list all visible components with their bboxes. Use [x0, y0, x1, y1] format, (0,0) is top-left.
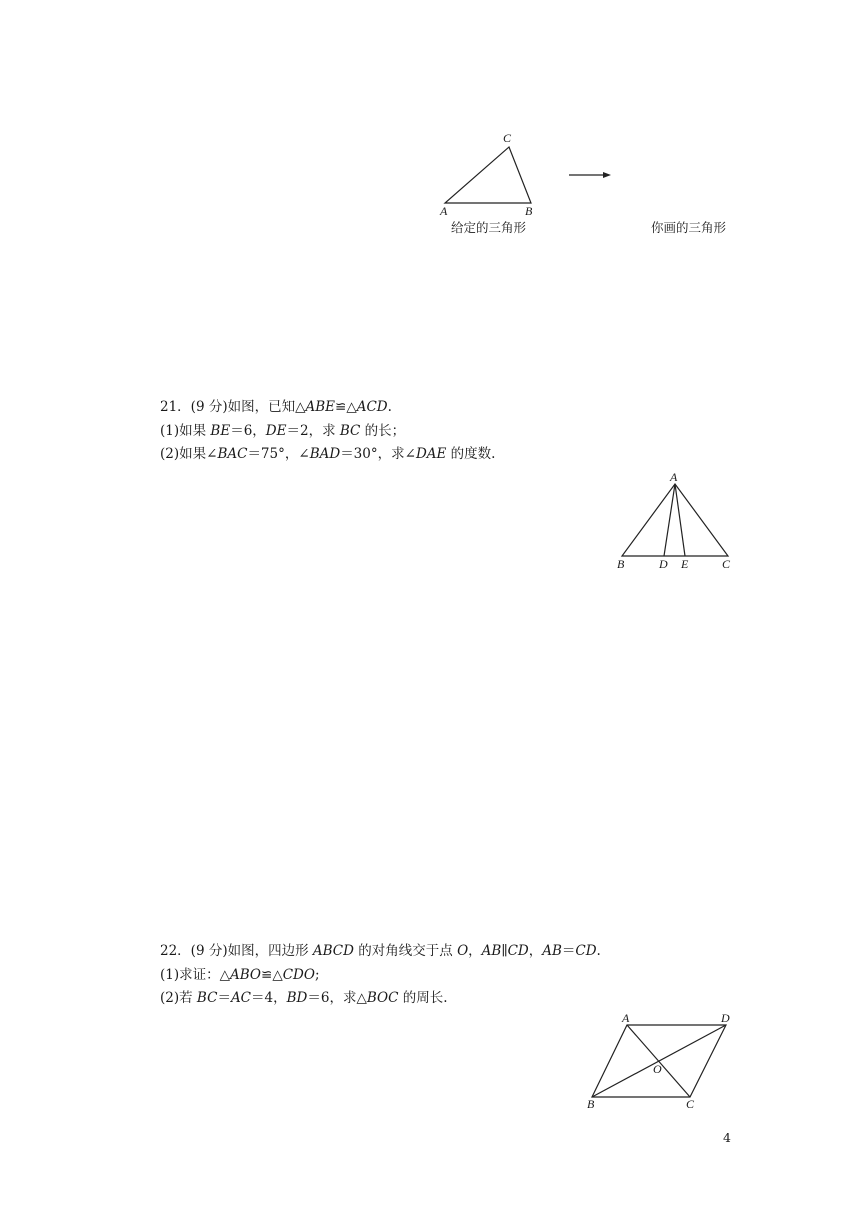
- q21-label-b: B: [617, 557, 625, 571]
- q22-var: ABCD: [312, 943, 354, 959]
- q22-text: ＝4，: [251, 990, 287, 1006]
- q21-var: BE: [210, 423, 231, 439]
- q22-label-a: A: [622, 1011, 630, 1025]
- q21-var: BAC: [217, 446, 248, 462]
- q21-text: ＝30°，求∠: [340, 446, 416, 462]
- q21-text: (2)如果∠: [160, 446, 218, 462]
- caption-given-triangle: 给定的三角形: [451, 220, 527, 235]
- q22-var: BC: [196, 990, 218, 1006]
- q22-label-o: O: [653, 1062, 662, 1076]
- q21-label-d: D: [659, 557, 668, 571]
- q22-text: (2)若: [160, 990, 197, 1006]
- point-label-a: A: [440, 204, 448, 218]
- q22-var: O: [457, 943, 469, 959]
- q22-diagonal-bd: [592, 1025, 726, 1097]
- q21-var: ACD: [356, 399, 388, 415]
- point-label-c: C: [503, 131, 512, 145]
- point-label-b: B: [525, 204, 533, 218]
- q22-var: AB: [542, 943, 562, 959]
- q21-label-c: C: [722, 557, 731, 571]
- q22-var: CD: [575, 943, 597, 959]
- q22-label-b: B: [587, 1097, 595, 1111]
- q21-text: 的度数.: [446, 446, 496, 462]
- q21-text: .: [387, 399, 392, 415]
- q22-text: ＝6，求△: [307, 990, 367, 1006]
- q22-text: ∥: [501, 943, 508, 959]
- page-number: 4: [723, 1130, 731, 1145]
- caption-drawn-triangle: 你画的三角形: [651, 220, 727, 235]
- q22-text: ，: [468, 943, 482, 959]
- q22-var: ABO: [230, 967, 262, 983]
- q21-text: (1)如果: [160, 423, 211, 439]
- q22-text: ＝: [217, 990, 231, 1006]
- q21-text: 的长；: [360, 423, 406, 439]
- q21-var: DE: [265, 423, 287, 439]
- q22-var: AC: [230, 990, 252, 1006]
- q22-text: 的周长.: [398, 990, 448, 1006]
- q22-text: ;: [314, 967, 320, 983]
- q21-text: ≌△: [335, 399, 357, 415]
- q21-label-e: E: [681, 557, 689, 571]
- q21-label-a: A: [670, 470, 678, 484]
- q21-text: ＝2，求: [286, 423, 340, 439]
- q22-var: CDO: [282, 967, 315, 983]
- q22-text: (1)求证：△: [160, 967, 231, 983]
- q22-text: ，: [528, 943, 543, 959]
- q21-var: ABE: [305, 399, 336, 415]
- q22-label-d: D: [721, 1011, 730, 1025]
- q21-var: DAE: [415, 446, 447, 462]
- q22-text: 22．(9 分)如图，四边形: [160, 943, 313, 959]
- q21-text: ＝6，: [230, 423, 266, 439]
- q21-var: BAD: [309, 446, 341, 462]
- q22-label-c: C: [686, 1097, 695, 1111]
- q22-text: ≌△: [261, 967, 283, 983]
- q22-text: .: [596, 943, 601, 959]
- q21-var: BC: [339, 423, 361, 439]
- q22-text: ＝: [561, 943, 576, 959]
- q22-text: 的对角线交于点: [353, 943, 458, 959]
- q21-text: ＝75°，∠: [247, 446, 310, 462]
- q22-var: BD: [286, 990, 308, 1006]
- q22-var: CD: [507, 943, 529, 959]
- q21-text: 21．(9 分)如图，已知△: [160, 399, 306, 415]
- q22-var: AB: [481, 943, 502, 959]
- q22-var: BOC: [366, 990, 399, 1006]
